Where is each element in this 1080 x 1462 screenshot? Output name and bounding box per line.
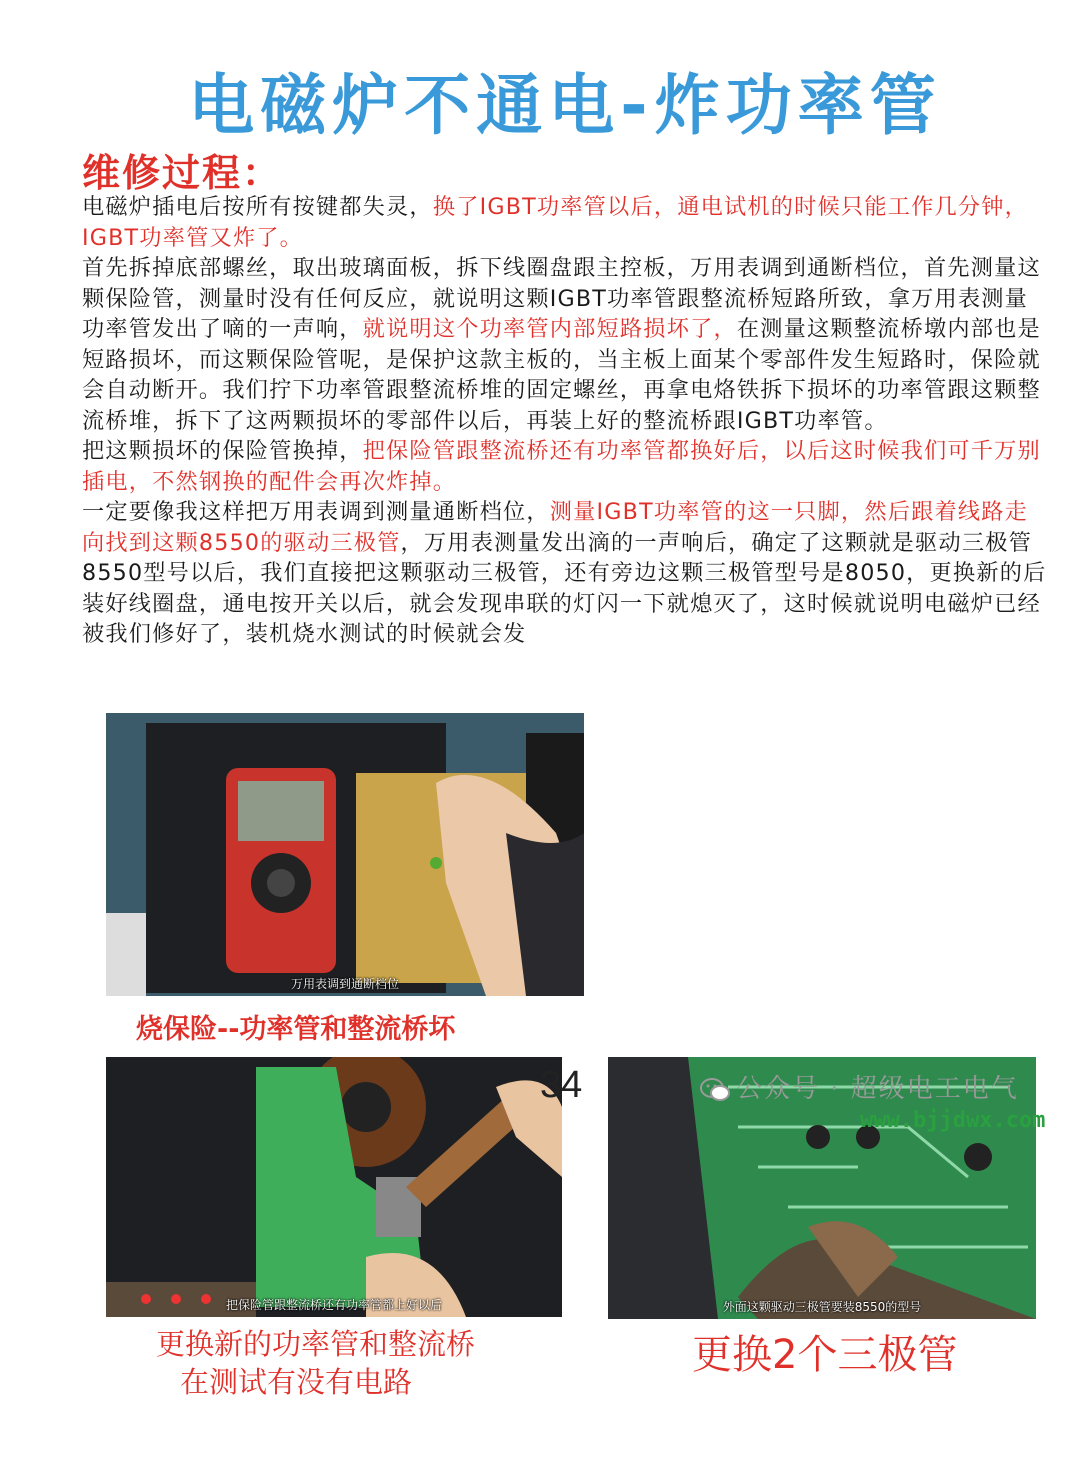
text-run: 首先拆掉底部螺丝，取出玻璃面板，拆下线圈盘跟主控板，万用表调到通断档位，首先测量这颗保险管，测量时没有任何反应，就说明这颗IGBT功率管跟整流桥短路所致，拿万用表测量功率管发出了嘀的一声响，: [82, 255, 1041, 342]
paragraph-1: [82, 192, 1050, 253]
highlight-run: 就说明这个功率管内部短路损坏了，: [362, 316, 737, 342]
multimeter-photo: [106, 713, 584, 996]
multimeter-illustration: [106, 713, 584, 996]
text-run: 在测量这颗整流桥墩内部也是短路损坏，而这颗保险管呢，是保护这款主板的，当主板上面某个零部件发生短路时，保险就会自动断开。我们拧下功率管跟整流桥堆的固定螺丝，再拿电烙铁拆下损坏的功率管跟这颗整流桥堆，拆下了这两颗损坏的零部件以后，再装上好的整流桥跟IGBT功率管。: [82, 316, 1041, 434]
video-subtitle: 外面这颗驱动三极管要装8550的型号: [722, 1300, 922, 1314]
wechat-icon: [700, 1077, 730, 1103]
multimeter-caption: 烧保险--功率管和整流桥坏: [136, 1014, 456, 1045]
video-subtitle: 把保险管跟整流桥还有功率管都上好以后: [225, 1298, 442, 1312]
video-subtitle: 万用表调到通断档位: [290, 977, 399, 991]
highlight-run: 把保险管跟整流桥还有功率管都换好后，以后这时候我们可千万别插电，不然钢换的配件会再次炸掉。: [82, 438, 1041, 495]
page-title: 电磁炉不通电-炸功率管: [188, 67, 942, 144]
watermark: [700, 1068, 1019, 1105]
soldering-caption-line2: 在测试有没有电路: [180, 1365, 413, 1399]
soldering-illustration: [106, 1057, 562, 1317]
site-url: www.bjjdwx.com: [860, 1108, 1046, 1133]
text-run: 把这颗损坏的保险管换掉，: [82, 438, 363, 464]
highlight-run: 测量IGBT功率管的这一只脚，然后跟着线路走向找到这颗8550的驱动三极管: [82, 499, 1029, 556]
section-heading: 维修过程：: [82, 151, 283, 195]
highlight-run: 换了IGBT功率管以后，通电试机的时候只能工作几分钟，IGBT功率管又炸了。: [82, 194, 1029, 251]
text-run: ，万用表测量发出滴的一声响后，确定了这颗就是驱动三极管8550型号以后，我们直接把这颗驱动三极管，还有旁边这颗三极管型号是8050，更换新的后装好线圈盘，通电按开关以后，就会发现串联的灯闪一下就熄灭了，这时候就说明电磁炉已经被我们修好了，装机烧水测试的时候就会发: [82, 529, 1047, 647]
paragraph-4: [82, 497, 1050, 650]
soldering-photo: [106, 1057, 562, 1317]
text-run: 电磁炉插电后按所有按键都失灵，: [82, 194, 433, 220]
watermark-text: 公众号 · 超级电工电气: [736, 1074, 1019, 1104]
paragraph-2: [82, 253, 1050, 436]
soldering-caption-line1: 更换新的功率管和整流桥: [156, 1327, 476, 1361]
body-text: [82, 192, 1050, 650]
page-number: 34: [540, 1064, 583, 1106]
text-run: 一定要像我这样把万用表调到测量通断档位，: [82, 499, 550, 525]
paragraph-3: [82, 436, 1050, 497]
transistor-caption: 更换2个三极管: [692, 1332, 958, 1378]
